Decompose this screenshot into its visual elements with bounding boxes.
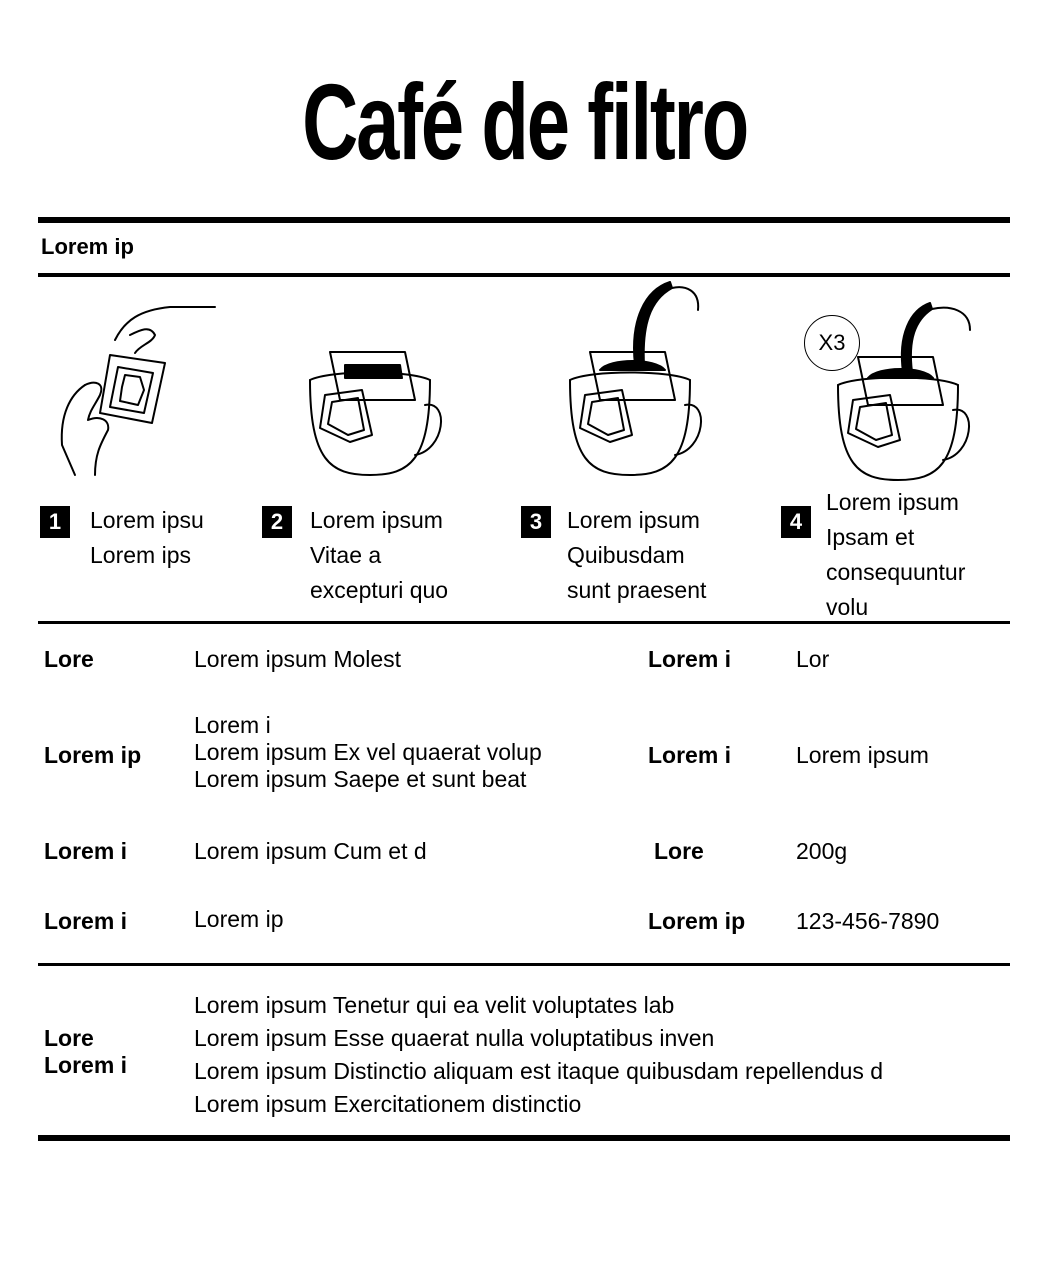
spec-line: Lorem ipsum Saepe et sunt beat: [194, 766, 527, 792]
spec-label: Lorem i: [44, 838, 128, 864]
step-line: Lorem ipsum: [567, 507, 700, 533]
step-number: 4: [781, 506, 811, 538]
step-number: 3: [521, 506, 551, 538]
page-title: Café de filtro: [302, 61, 748, 182]
step-line: Lorem ipsu: [90, 507, 204, 533]
divider: [38, 1135, 1010, 1141]
pour-water-illustration: [560, 270, 710, 485]
notes-line: Lorem ipsum Exercitationem distinctio: [194, 1091, 582, 1117]
step-line: volu: [826, 594, 869, 620]
spec-label: Lorem i: [44, 908, 128, 934]
notes-label: [44, 1025, 127, 1079]
notes-label-line: Lorem i: [44, 1052, 128, 1078]
spec-label: Lore: [654, 838, 704, 864]
subtitle: Lorem ip: [41, 234, 134, 259]
spec-line: Lorem ipsum Cum et d: [194, 838, 427, 864]
step-line: Lorem ips: [90, 542, 191, 568]
notes-line: Lorem ipsum Esse quaerat nulla voluptatibus inven: [194, 1025, 715, 1051]
step-number: 1: [40, 506, 70, 538]
spec-label: Lore: [44, 646, 94, 672]
spec-line: Lorem ipsum Molest: [194, 646, 402, 672]
spec-line: Lorem i: [194, 712, 271, 738]
spec-value: Lorem ipsum: [796, 742, 929, 768]
step-line: sunt praesent: [567, 577, 707, 603]
notes-line: Lorem ipsum Tenetur qui ea velit voluptates lab: [194, 992, 675, 1018]
spec-line: Lorem ipsum Ex vel quaerat volup: [194, 739, 542, 765]
notes-label-line: Lore: [44, 1025, 94, 1051]
step-line: Quibusdam: [567, 542, 685, 568]
step-line: Vitae a: [310, 542, 382, 568]
step-line: Ipsam et: [826, 524, 915, 550]
spec-label: Lorem i: [648, 742, 732, 768]
packet-on-cup-illustration: [300, 340, 450, 480]
step-1-text: [90, 503, 204, 573]
notes-text: [194, 989, 883, 1121]
divider: [38, 963, 1010, 966]
spec-value: [194, 838, 427, 865]
divider: [38, 217, 1010, 223]
spec-value: 123-456-7890: [796, 908, 940, 934]
spec-label: Lorem ip: [648, 908, 746, 934]
step-3-text: [567, 503, 706, 608]
divider: [38, 273, 1010, 277]
step-line: Lorem ipsum: [826, 489, 959, 515]
spec-value: [194, 906, 283, 933]
divider: [38, 621, 1010, 624]
step-line: Lorem ipsum: [310, 507, 443, 533]
step-number: 2: [262, 506, 292, 538]
spec-value: [194, 712, 542, 793]
notes-line: Lorem ipsum Distinctio aliquam est itaque quibusdam repellendus d: [194, 1058, 884, 1084]
spec-value: 200g: [796, 838, 848, 864]
spec-line: Lorem ip: [194, 906, 284, 932]
spec-label: Lorem i: [648, 646, 732, 672]
spec-label: Lorem ip: [44, 742, 142, 768]
step-line: consequuntur: [826, 559, 966, 585]
step-line: excepturi quo: [310, 577, 449, 603]
spec-value: [194, 646, 401, 673]
spec-value: Lor: [796, 646, 830, 672]
step-2-text: [310, 503, 448, 608]
repeat-badge: X3: [804, 315, 860, 371]
open-packet-illustration: [40, 295, 230, 485]
step-4-text: [826, 485, 965, 625]
